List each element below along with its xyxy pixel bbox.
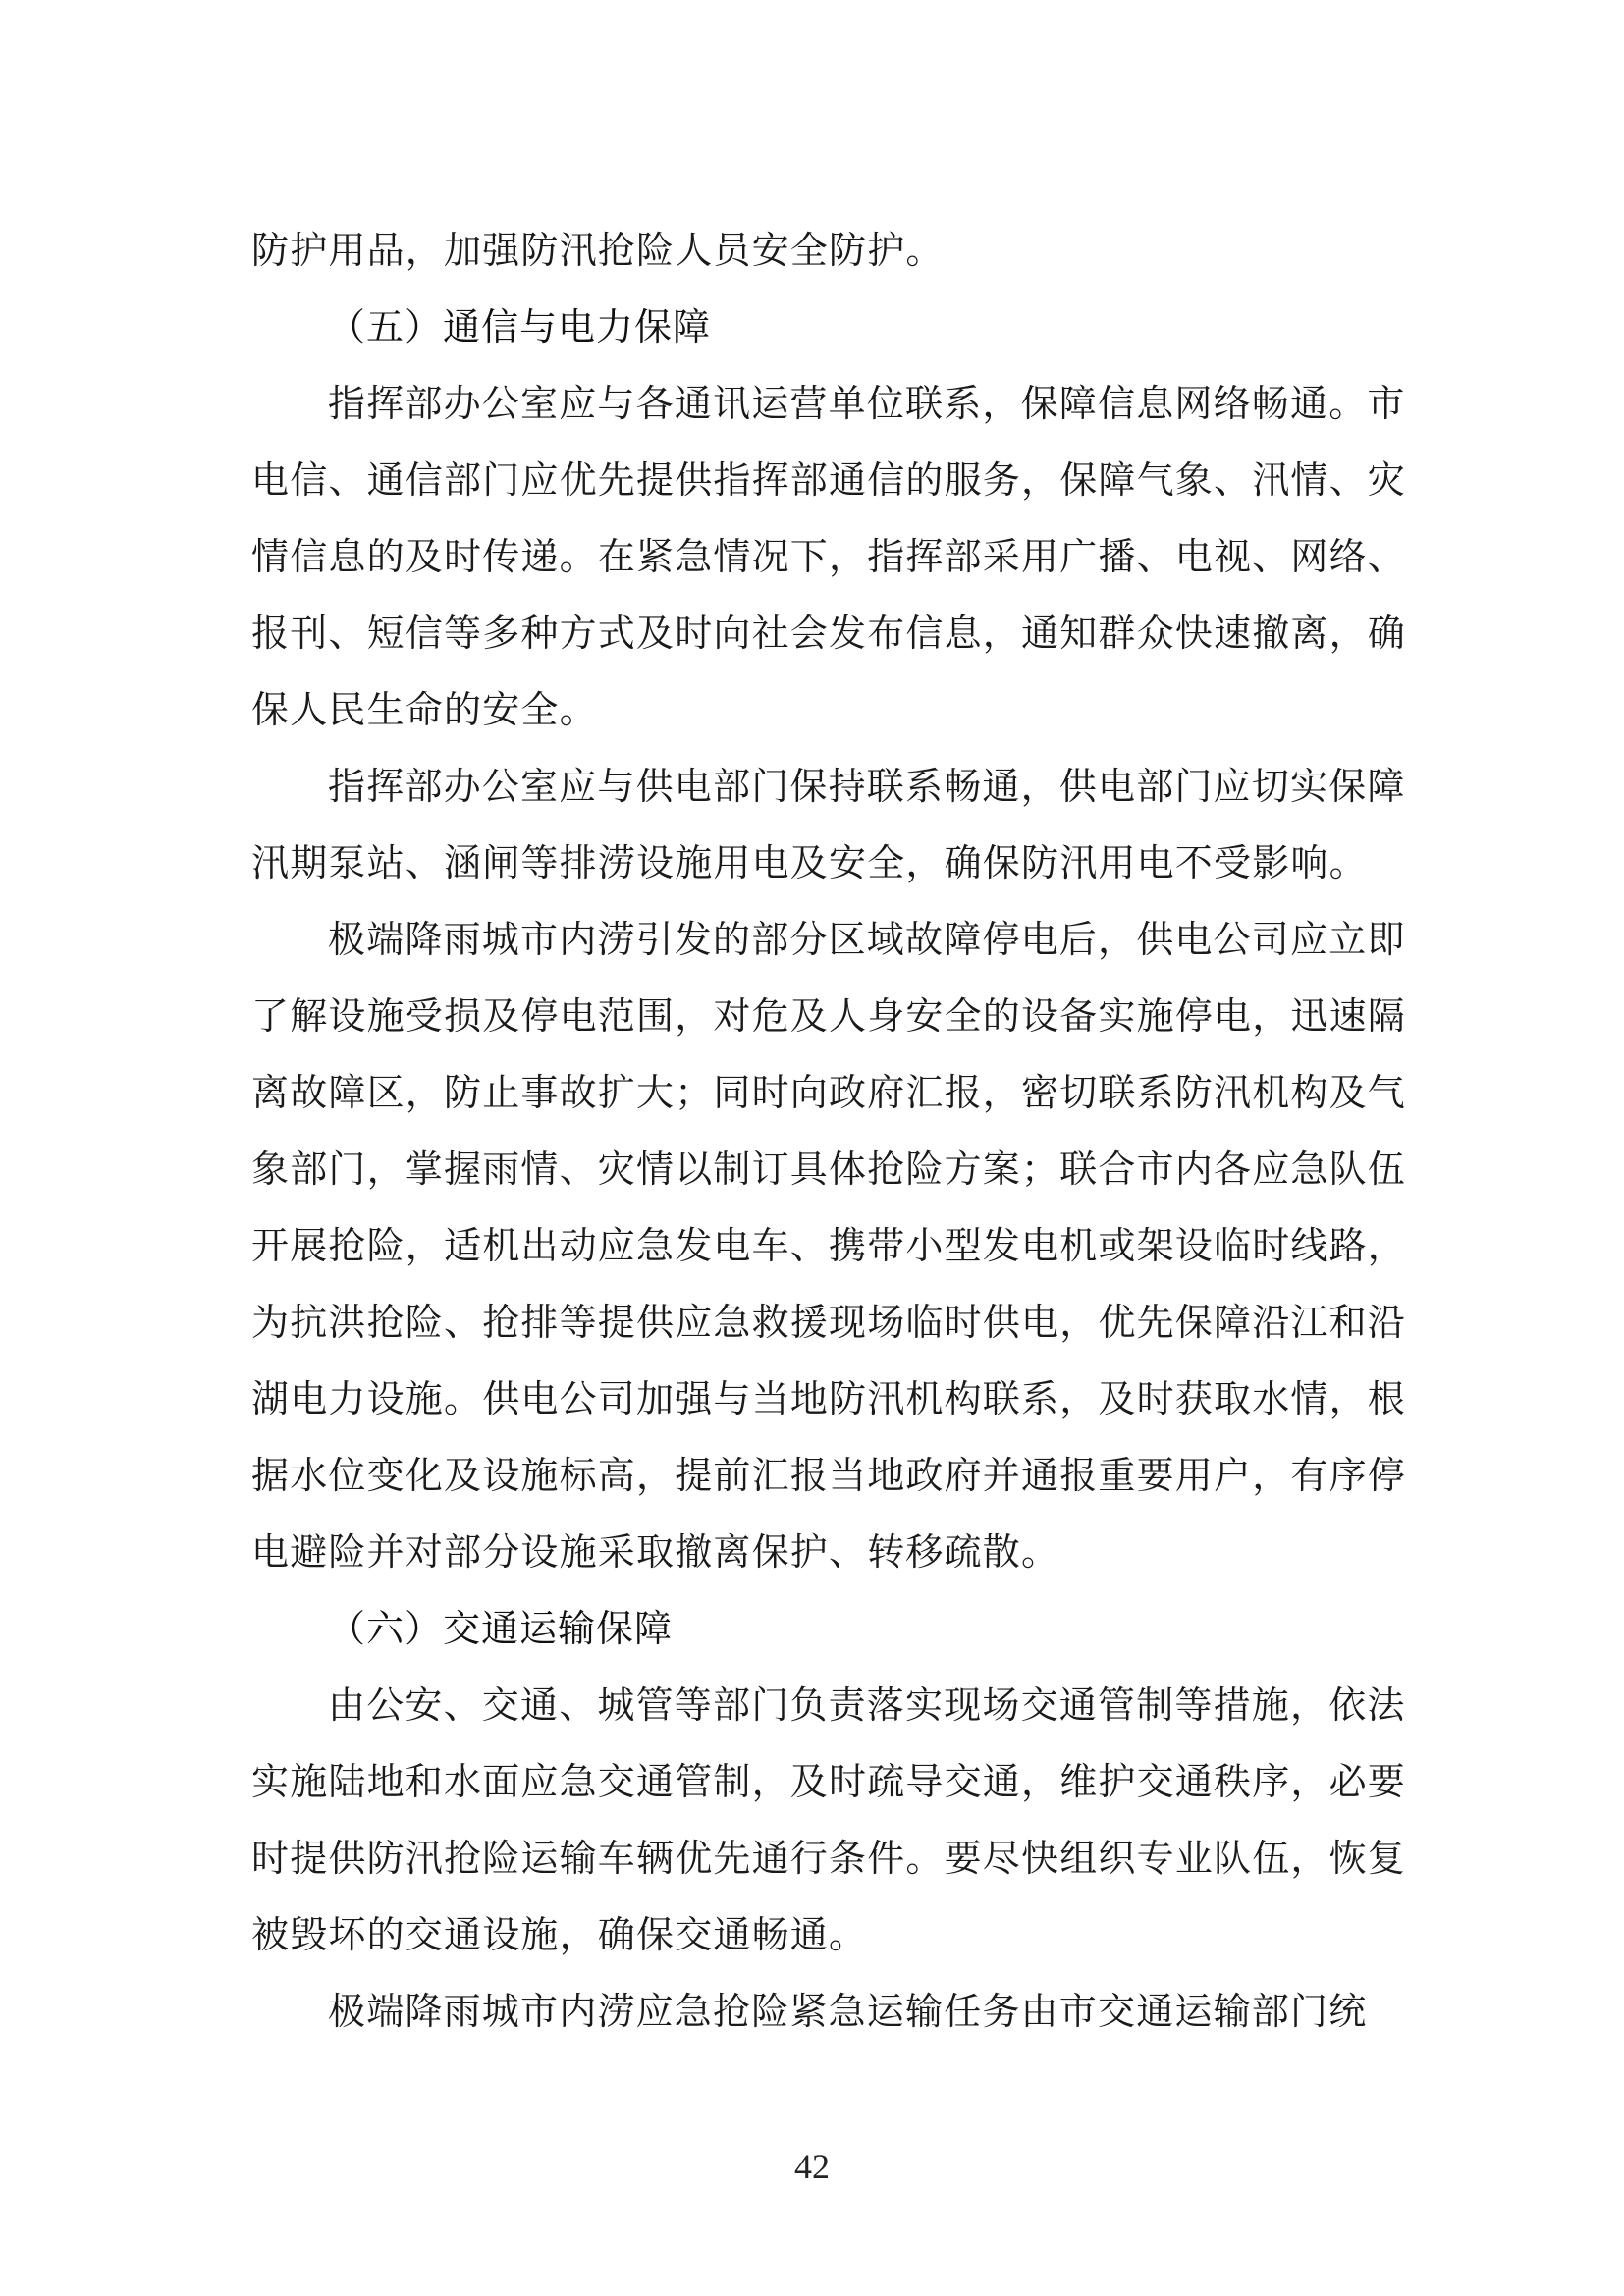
text-line: 据水位变化及设施标高，提前汇报当地政府并通报重要用户，有序停 [251,1454,1407,1497]
text-line: 防护用品，加强防汛抢险人员安全防护。 [251,229,945,272]
text-line: 电避险并对部分设施采取撤离保护、转移疏散。 [251,1530,1060,1574]
text-line: 了解设施受损及停电范围，对危及人身安全的设备实施停电，迅速隔 [251,994,1407,1038]
section-heading-6: （六）交通运输保障 [328,1607,674,1650]
text-line: 实施陆地和水面应急交通管制，及时疏导交通，维护交通秩序，必要 [251,1760,1407,1803]
text-line: 电信、通信部门应优先提供指挥部通信的服务，保障气象、汛情、灾 [251,458,1407,502]
text-line: 保人民生命的安全。 [251,688,598,731]
text-line: 极端降雨城市内涝应急抢险紧急运输任务由市交通运输部门统 [328,1990,1368,2033]
text-line: 开展抢险，适机出动应急发电车、携带小型发电机或架设临时线路， [251,1224,1407,1267]
text-line: 指挥部办公室应与供电部门保持联系畅通，供电部门应切实保障 [328,765,1406,808]
text-line: 由公安、交通、城管等部门负责落实现场交通管制等措施，依法 [328,1683,1406,1727]
text-line: 为抗洪抢险、抢排等提供应急救援现场临时供电，优先保障沿江和沿 [251,1301,1407,1344]
text-line: 象部门，掌握雨情、灾情以制订具体抢险方案；联合市内各应急队伍 [251,1148,1407,1191]
section-heading-5: （五）通信与电力保障 [328,305,712,348]
text-line: 情信息的及时传递。在紧急情况下，指挥部采用广播、电视、网络、 [251,535,1407,578]
text-line: 指挥部办公室应与各通讯运营单位联系，保障信息网络畅通。市 [328,382,1406,425]
page-number: 42 [794,2147,830,2186]
text-line: 被毁坏的交通设施，确保交通畅通。 [251,1913,868,1956]
text-line: 极端降雨城市内涝引发的部分区域故障停电后，供电公司应立即 [328,918,1406,961]
text-line: 离故障区，防止事故扩大；同时向政府汇报，密切联系防汛机构及气 [251,1071,1407,1114]
text-line: 汛期泵站、涵闸等排涝设施用电及安全，确保防汛用电不受影响。 [251,841,1368,884]
text-line: 时提供防汛抢险运输车辆优先通行条件。要尽快组织专业队伍，恢复 [251,1837,1407,1880]
text-line: 湖电力设施。供电公司加强与当地防汛机构联系，及时获取水情，根 [251,1377,1407,1420]
text-line: 报刊、短信等多种方式及时向社会发布信息，通知群众快速撤离，确 [251,612,1407,655]
